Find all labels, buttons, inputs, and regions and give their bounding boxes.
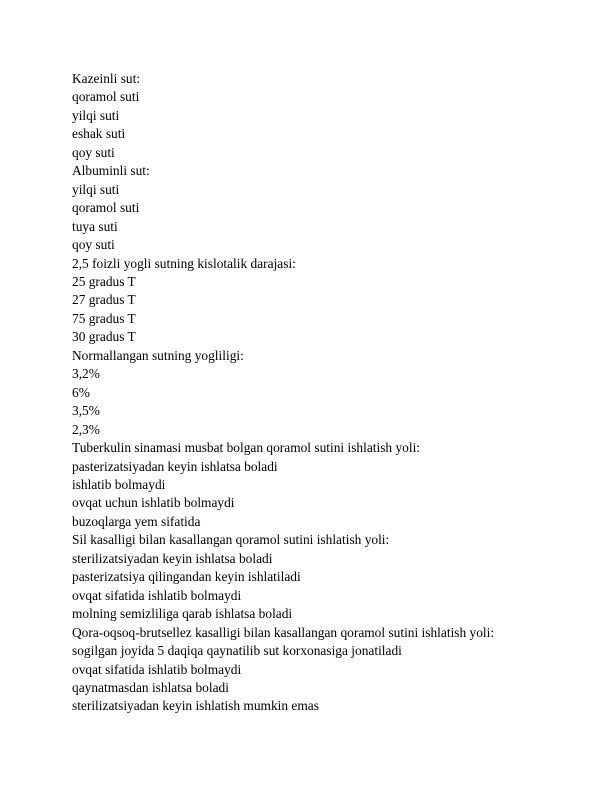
text-line: qoramol suti bbox=[72, 89, 140, 105]
text-line: 3,5% bbox=[72, 403, 100, 419]
text-line: sterilizatsiyadan keyin ishlatsa boladi bbox=[72, 550, 273, 566]
text-line: qoy suti bbox=[72, 144, 115, 160]
text-line: Normallangan sutning yogliligi: bbox=[72, 347, 244, 363]
text-line: 6% bbox=[72, 384, 90, 400]
text-line: Albuminli sut: bbox=[72, 163, 150, 179]
text-line: sterilizatsiyadan keyin ishlatish mumkin emas bbox=[72, 698, 319, 714]
text-line: 30 gradus T bbox=[72, 329, 136, 345]
text-line: molning semizliliga qarab ishlatsa boladi bbox=[72, 606, 293, 622]
text-line: pasterizatsiya qilingandan keyin ishlatiladi bbox=[72, 569, 301, 585]
text-line: sogilgan joyida 5 daqiqa qaynatilib sut korxonasiga jonatiladi bbox=[72, 643, 402, 659]
text-line: ovqat uchun ishlatib bolmaydi bbox=[72, 495, 235, 511]
document-page bbox=[72, 70, 592, 716]
text-line: 3,2% bbox=[72, 366, 100, 382]
text-line: 25 gradus T bbox=[72, 273, 136, 289]
text-line: 75 gradus T bbox=[72, 310, 136, 326]
text-line: buzoqlarga yem sifatida bbox=[72, 513, 201, 529]
text-line: qoy suti bbox=[72, 237, 115, 253]
text-line: ovqat sifatida ishlatib bolmaydi bbox=[72, 587, 242, 603]
text-line: 27 gradus T bbox=[72, 292, 136, 308]
text-line: Sil kasalligi bilan kasallangan qoramol sutini ishlatish yoli: bbox=[72, 532, 390, 548]
text-line: 2,3% bbox=[72, 421, 100, 437]
text-line: qoramol suti bbox=[72, 200, 140, 216]
text-line: pasterizatsiyadan keyin ishlatsa boladi bbox=[72, 458, 278, 474]
text-line: qaynatmasdan ishlatsa boladi bbox=[72, 679, 229, 695]
text-line: Tuberkulin sinamasi musbat bolgan qoramol sutini ishlatish yoli: bbox=[72, 440, 421, 456]
text-line: yilqi suti bbox=[72, 107, 120, 123]
text-line: tuya suti bbox=[72, 218, 118, 234]
text-line: Qora-oqsoq-brutsellez kasalligi bilan kasallangan qoramol sutini ishlatish yoli: bbox=[72, 624, 495, 640]
text-line: ishlatib bolmaydi bbox=[72, 476, 166, 492]
text-line: yilqi suti bbox=[72, 181, 120, 197]
text-line: eshak suti bbox=[72, 126, 126, 142]
text-line: Kazeinli sut: bbox=[72, 71, 141, 86]
text-line: ovqat sifatida ishlatib bolmaydi bbox=[72, 661, 242, 677]
text-line: 2,5 foizli yogli sutning kislotalik darajasi: bbox=[72, 255, 296, 271]
